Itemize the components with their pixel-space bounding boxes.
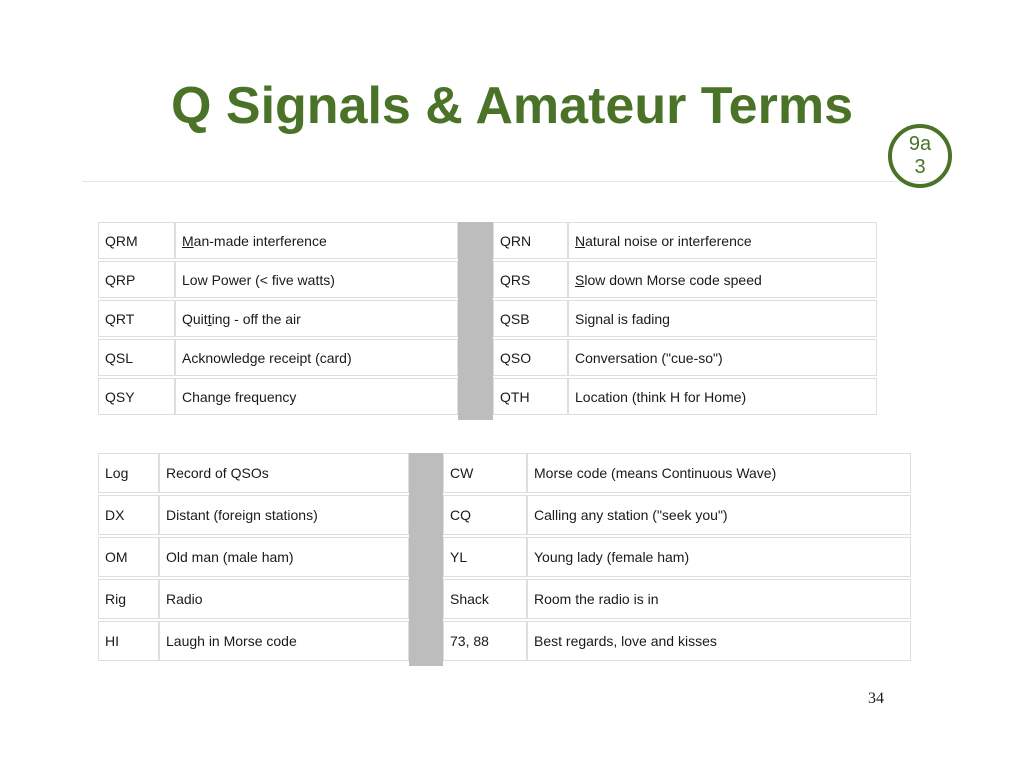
column-separator: [409, 453, 443, 666]
term-code: CQ: [443, 495, 527, 535]
term-code: QRN: [493, 222, 568, 259]
term-definition: Distant (foreign stations): [159, 495, 409, 535]
badge-line-1: 9a: [908, 133, 932, 155]
term-code: Shack: [443, 579, 527, 619]
title-divider: [82, 181, 942, 182]
term-definition: Old man (male ham): [159, 537, 409, 577]
term-code: QSO: [493, 339, 568, 376]
term-definition: Record of QSOs: [159, 453, 409, 493]
term-definition: Young lady (female ham): [527, 537, 911, 577]
term-code: Rig: [98, 579, 159, 619]
term-definition: S low down Morse code speed: [568, 261, 877, 298]
term-code: OM: [98, 537, 159, 577]
term-definition: Best regards, love and kisses: [527, 621, 911, 661]
term-definition: Quit t ing - off the air: [175, 300, 458, 337]
term-code: QRM: [98, 222, 175, 259]
term-definition: Change frequency: [175, 378, 458, 415]
term-code: CW: [443, 453, 527, 493]
term-definition: Room the radio is in: [527, 579, 911, 619]
term-definition: Location (think H for Home): [568, 378, 877, 415]
term-code: 73, 88: [443, 621, 527, 661]
term-definition: Radio: [159, 579, 409, 619]
term-definition: Signal is fading: [568, 300, 877, 337]
term-code: QSL: [98, 339, 175, 376]
page-title: Q Signals & Amateur Terms: [171, 77, 853, 135]
term-code: QSB: [493, 300, 568, 337]
term-definition: M an-made interference: [175, 222, 458, 259]
term-definition: Acknowledge receipt (card): [175, 339, 458, 376]
term-definition: Calling any station ("seek you"): [527, 495, 911, 535]
term-definition: Low Power (< five watts): [175, 261, 458, 298]
term-definition: Conversation ("cue-so"): [568, 339, 877, 376]
term-code: Log: [98, 453, 159, 493]
term-code: QRS: [493, 261, 568, 298]
term-code: QSY: [98, 378, 175, 415]
term-code: HI: [98, 621, 159, 661]
page-number: 34: [868, 690, 884, 707]
column-separator: [458, 222, 493, 420]
badge-line-2: 3: [914, 156, 926, 178]
term-definition: N atural noise or interference: [568, 222, 877, 259]
section-badge: [888, 124, 952, 188]
term-code: QRT: [98, 300, 175, 337]
term-code: DX: [98, 495, 159, 535]
term-code: QTH: [493, 378, 568, 415]
term-definition: Laugh in Morse code: [159, 621, 409, 661]
term-code: YL: [443, 537, 527, 577]
term-code: QRP: [98, 261, 175, 298]
term-definition: Morse code (means Continuous Wave): [527, 453, 911, 493]
